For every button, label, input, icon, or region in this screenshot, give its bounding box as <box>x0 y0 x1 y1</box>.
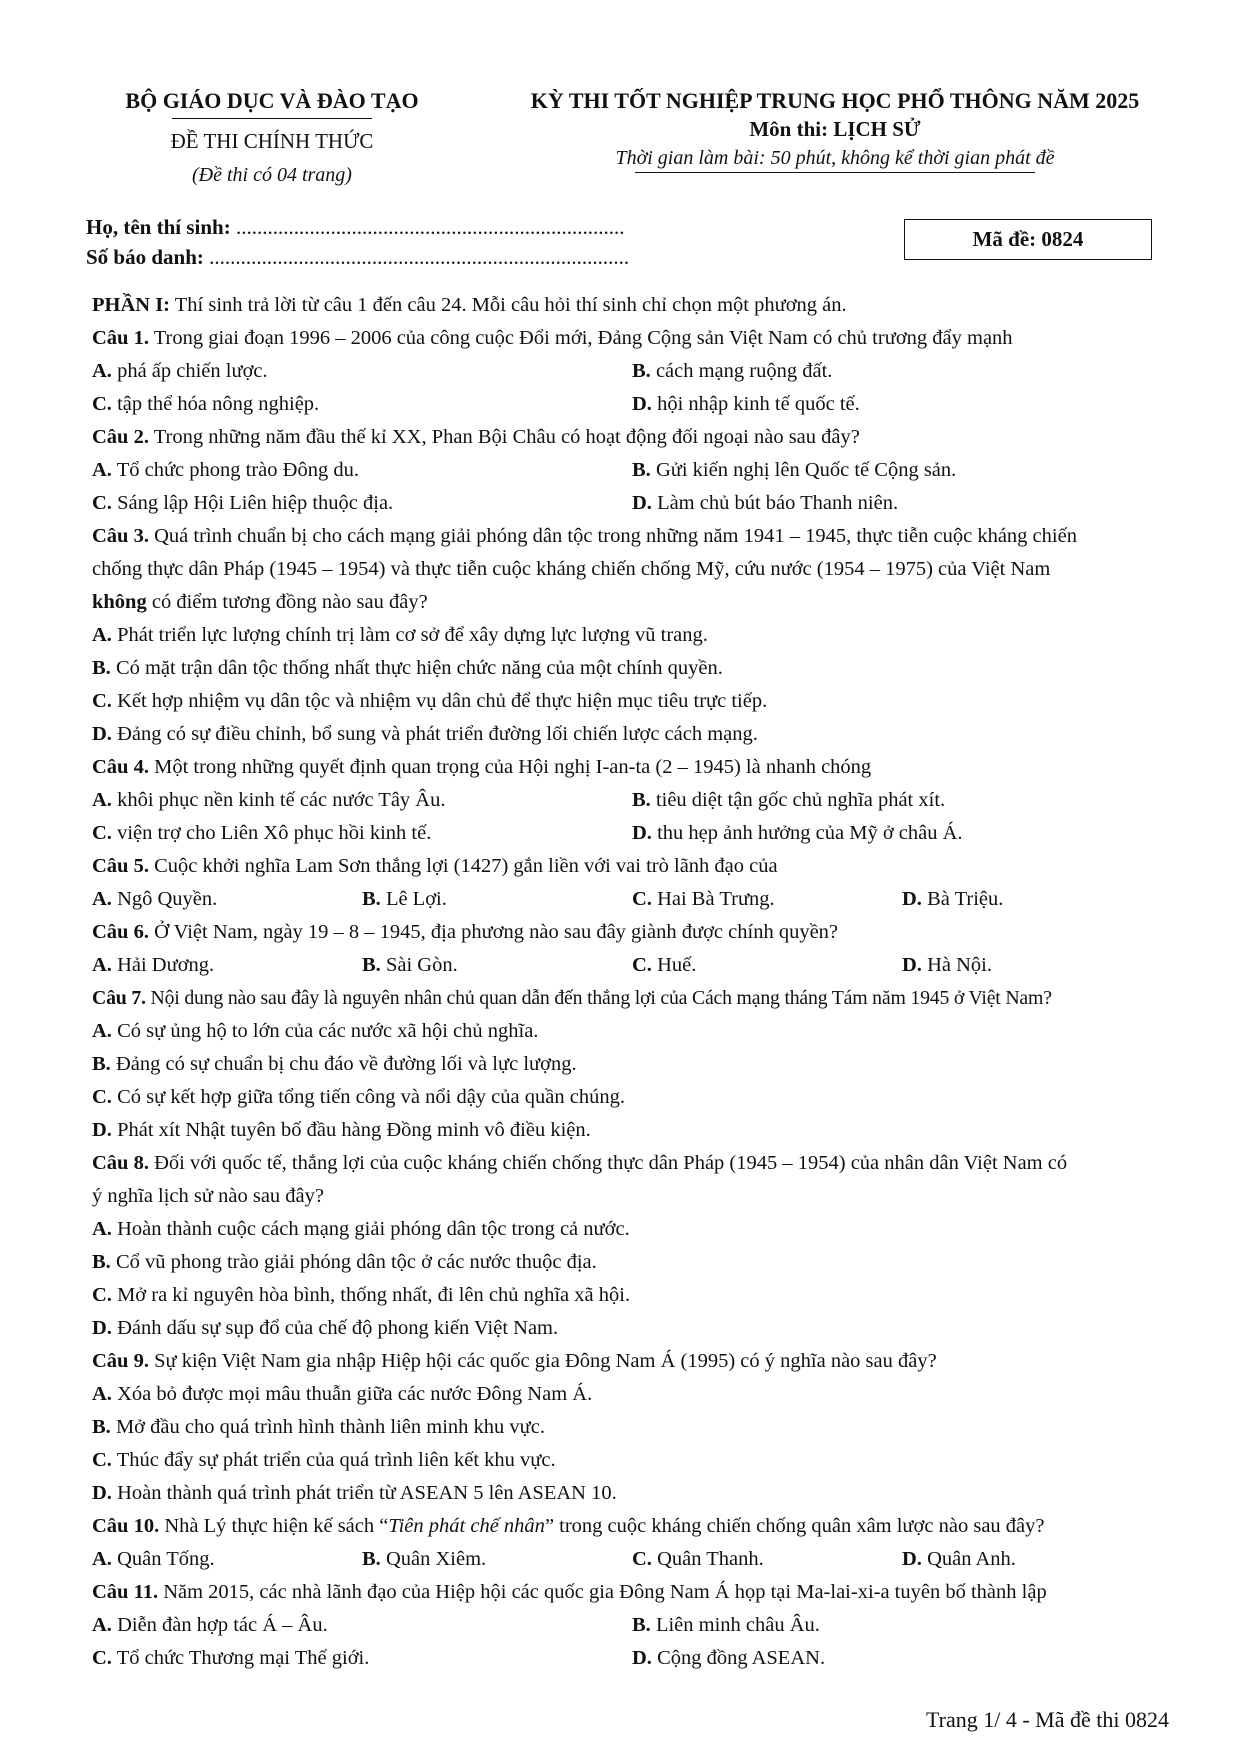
question-text: ý nghĩa lịch sử nào sau đây? <box>92 1185 324 1207</box>
option-text: Xóa bỏ được mọi mâu thuẫn giữa các nước Đông Nam Á. <box>111 1383 593 1405</box>
option-letter: A. <box>92 1218 112 1240</box>
option-text: Mở đầu cho quá trình hình thành liên minh khu vực. <box>110 1416 545 1438</box>
option-b[interactable] <box>362 883 632 916</box>
option-text: Làm chủ bút báo Thanh niên. <box>651 492 899 514</box>
option-text: Có sự kết hợp giữa tổng tiến công và nổi dậy của quần chúng. <box>111 1086 625 1108</box>
option-text: Hoàn thành quá trình phát triển từ ASEAN 5 lên ASEAN 10. <box>111 1482 617 1504</box>
option-c[interactable] <box>92 1642 632 1675</box>
option-text: Thúc đẩy sự phát triển của quá trình liên kết khu vực. <box>111 1449 556 1471</box>
options-row <box>92 487 1172 520</box>
option-c[interactable] <box>92 388 632 421</box>
option-d[interactable] <box>902 1543 1172 1576</box>
question-8 <box>92 1147 1172 1180</box>
option-letter: C. <box>92 1647 112 1669</box>
option-text: Cổ vũ phong trào giải phóng dân tộc ở các nước thuộc địa. <box>110 1251 597 1273</box>
options-row <box>92 355 1172 388</box>
options-row <box>92 1609 1172 1642</box>
option-b[interactable] <box>632 1609 1172 1642</box>
option-c[interactable] <box>632 883 902 916</box>
option-letter: A. <box>92 1614 112 1636</box>
option-letter: B. <box>92 657 111 679</box>
option-letter: B. <box>92 1053 111 1075</box>
question-text: Nội dung nào sau đây là nguyên nhân chủ quan dẫn đến thắng lợi của Cách mạng tháng Tám năm 1945 ở Việt Nam? <box>145 987 1052 1009</box>
option-d[interactable] <box>632 817 1172 850</box>
question-text: Một trong những quyết định quan trọng của Hội nghị I-an-ta (2 – 1945) là nhanh chóng <box>148 756 872 778</box>
section-intro <box>92 289 1172 322</box>
question-text: Trong những năm đầu thế kỉ XX, Phan Bội Châu có hoạt động đối ngoại nào sau đây? <box>148 426 860 448</box>
option-c[interactable] <box>92 1081 1172 1114</box>
question-number: Câu 7. <box>92 987 146 1009</box>
option-letter: B. <box>92 1251 111 1273</box>
option-letter: D. <box>902 888 922 910</box>
question-text: Ở Việt Nam, ngày 19 – 8 – 1945, địa phương nào sau đây giành được chính quyền? <box>148 921 839 943</box>
option-b[interactable] <box>632 454 1172 487</box>
option-letter: D. <box>902 954 922 976</box>
candidate-name-field[interactable]: .......................................................................... <box>235 215 625 239</box>
option-text: Đảng có sự điều chỉnh, bổ sung và phát triển đường lối chiến lược cách mạng. <box>111 723 758 745</box>
option-b[interactable] <box>632 355 1172 388</box>
option-a[interactable] <box>92 355 632 388</box>
option-a[interactable] <box>92 1543 362 1576</box>
exam-type: ĐỀ THI CHÍNH THỨC <box>170 129 374 153</box>
emphasis-word: không <box>92 591 147 613</box>
exam-title: KỲ THI TỐT NGHIỆP TRUNG HỌC PHỔ THÔNG NĂM 2025 <box>530 88 1140 113</box>
option-a[interactable] <box>92 454 632 487</box>
option-c[interactable] <box>92 685 1172 718</box>
option-text: viện trợ cho Liên Xô phục hồi kinh tế. <box>111 822 432 844</box>
question-10 <box>92 1510 1172 1543</box>
option-text: Quân Thanh. <box>651 1548 764 1570</box>
option-c[interactable] <box>92 1444 1172 1477</box>
exam-subject: Môn thi: LỊCH SỬ <box>749 117 921 141</box>
option-text: Phát xít Nhật tuyên bố đầu hàng Đồng minh vô điều kiện. <box>111 1119 591 1141</box>
option-letter: D. <box>902 1548 922 1570</box>
option-text: tập thể hóa nông nghiệp. <box>111 393 320 415</box>
option-text: tiêu diệt tận gốc chủ nghĩa phát xít. <box>650 789 946 811</box>
question-8-cont <box>92 1180 1172 1213</box>
question-number: Câu 3. <box>92 525 149 547</box>
option-letter: D. <box>632 393 652 415</box>
question-7 <box>92 982 1172 1015</box>
option-text: Bà Triệu. <box>921 888 1004 910</box>
option-text: Sáng lập Hội Liên hiệp thuộc địa. <box>111 492 394 514</box>
option-text: khôi phục nền kinh tế các nước Tây Âu. <box>111 789 446 811</box>
option-b[interactable] <box>92 1411 1172 1444</box>
option-letter: A. <box>92 1548 112 1570</box>
candidate-name-label: Họ, tên thí sinh: <box>86 215 231 239</box>
question-number: Câu 10. <box>92 1515 160 1537</box>
duration-underline <box>635 172 1035 173</box>
option-letter: B. <box>362 888 381 910</box>
question-number: Câu 4. <box>92 756 149 778</box>
exam-code-box: Mã đề: 0824 <box>904 219 1152 260</box>
option-d[interactable] <box>902 883 1172 916</box>
option-a[interactable] <box>92 1378 1172 1411</box>
candidate-name-row <box>86 212 629 242</box>
option-d[interactable] <box>902 949 1172 982</box>
option-text: cách mạng ruộng đất. <box>650 360 833 382</box>
section-label: PHẦN I: <box>92 294 171 316</box>
option-d[interactable] <box>632 487 1172 520</box>
options-row <box>92 454 1172 487</box>
options-row <box>92 388 1172 421</box>
option-letter: D. <box>632 492 652 514</box>
question-5 <box>92 850 1172 883</box>
option-letter: A. <box>92 1383 112 1405</box>
option-text: Lê Lợi. <box>380 888 447 910</box>
options-row <box>92 1543 1172 1576</box>
option-text: Sài Gòn. <box>380 954 458 976</box>
option-a[interactable] <box>92 784 632 817</box>
question-text: Sự kiện Việt Nam gia nhập Hiệp hội các quốc gia Đông Nam Á (1995) có ý nghĩa nào sau đây? <box>148 1350 937 1372</box>
option-d[interactable] <box>92 718 1172 751</box>
option-c[interactable] <box>632 949 902 982</box>
option-letter: D. <box>92 1317 112 1339</box>
section-text: Thí sinh trả lời từ câu 1 đến câu 24. Mỗi câu hỏi thí sinh chỉ chọn một phương án. <box>170 294 847 316</box>
question-6 <box>92 916 1172 949</box>
option-text: Đảng có sự chuẩn bị chu đáo về đường lối và lực lượng. <box>110 1053 577 1075</box>
option-letter: D. <box>92 1482 112 1504</box>
question-text: Trong giai đoạn 1996 – 2006 của công cuộc Đổi mới, Đảng Cộng sản Việt Nam có chủ trương đẩy mạnh <box>148 327 1013 349</box>
option-c[interactable] <box>632 1543 902 1576</box>
option-text: Quân Anh. <box>921 1548 1016 1570</box>
candidate-info <box>86 212 629 272</box>
question-number: Câu 6. <box>92 921 149 943</box>
question-text: Nhà Lý thực hiện kế sách “ <box>159 1515 389 1537</box>
option-letter: D. <box>92 1119 112 1141</box>
header-right <box>505 86 1165 173</box>
option-text: Kết hợp nhiệm vụ dân tộc và nhiệm vụ dân chủ để thực hiện mục tiêu trực tiếp. <box>111 690 768 712</box>
question-text: chống thực dân Pháp (1945 – 1954) và thực tiễn cuộc kháng chiến chống Mỹ, cứu nước (1954 – 1975) của Việt Nam <box>92 558 1051 580</box>
option-text: Hải Dương. <box>111 954 215 976</box>
question-number: Câu 2. <box>92 426 149 448</box>
option-letter: C. <box>632 1548 652 1570</box>
option-letter: A. <box>92 954 112 976</box>
option-d[interactable] <box>632 388 1172 421</box>
options-row <box>92 784 1172 817</box>
question-number: Câu 9. <box>92 1350 149 1372</box>
option-letter: B. <box>632 459 651 481</box>
option-text: Tổ chức phong trào Đông du. <box>111 459 359 481</box>
question-number: Câu 5. <box>92 855 149 877</box>
option-c[interactable] <box>92 1279 1172 1312</box>
option-text: Liên minh châu Âu. <box>650 1614 820 1636</box>
option-letter: A. <box>92 624 112 646</box>
ministry-name: BỘ GIÁO DỤC VÀ ĐÀO TẠO <box>125 88 419 113</box>
option-letter: A. <box>92 1020 112 1042</box>
option-text: Có mặt trận dân tộc thống nhất thực hiện chức năng của một chính quyền. <box>110 657 723 679</box>
option-letter: C. <box>92 393 112 415</box>
option-a[interactable] <box>92 619 1172 652</box>
option-b[interactable] <box>632 784 1172 817</box>
option-text: Có sự ủng hộ to lớn của các nước xã hội chủ nghĩa. <box>111 1020 539 1042</box>
option-letter: C. <box>92 1449 112 1471</box>
option-letter: D. <box>632 1647 652 1669</box>
option-letter: B. <box>92 1416 111 1438</box>
option-letter: C. <box>92 690 112 712</box>
question-text: có điểm tương đồng nào sau đây? <box>146 591 428 613</box>
option-letter: B. <box>632 1614 651 1636</box>
question-3-cont <box>92 586 1172 619</box>
question-2 <box>92 421 1172 454</box>
option-text: Mở ra kỉ nguyên hòa bình, thống nhất, đi lên chủ nghĩa xã hội. <box>111 1284 631 1306</box>
strategy-name: Tiên phát chế nhân <box>388 1515 545 1537</box>
option-text: Quân Xiêm. <box>380 1548 487 1570</box>
header-left <box>92 86 452 189</box>
option-b[interactable] <box>92 1246 1172 1279</box>
candidate-id-label: Số báo danh: <box>86 245 204 269</box>
option-text: Diễn đàn hợp tác Á – Âu. <box>111 1614 328 1636</box>
question-9 <box>92 1345 1172 1378</box>
option-text: hội nhập kinh tế quốc tế. <box>651 393 860 415</box>
option-letter: C. <box>632 888 652 910</box>
option-text: Hà Nội. <box>921 954 992 976</box>
option-b[interactable] <box>362 1543 632 1576</box>
option-letter: C. <box>92 1086 112 1108</box>
option-letter: C. <box>92 492 112 514</box>
option-a[interactable] <box>92 1015 1172 1048</box>
option-d[interactable] <box>92 1477 1172 1510</box>
candidate-id-row <box>86 242 629 272</box>
option-text: Huế. <box>651 954 697 976</box>
option-a[interactable] <box>92 883 362 916</box>
question-number: Câu 8. <box>92 1152 149 1174</box>
questions-area <box>92 289 1172 1675</box>
option-letter: A. <box>92 360 112 382</box>
option-letter: C. <box>92 822 112 844</box>
ministry-underline <box>172 118 372 119</box>
question-text: Quá trình chuẩn bị cho cách mạng giải phóng dân tộc trong những năm 1941 – 1945, thực tiễn cuộc kháng chiến <box>148 525 1077 547</box>
options-row <box>92 817 1172 850</box>
question-4 <box>92 751 1172 784</box>
exam-duration: Thời gian làm bài: 50 phút, không kể thời gian phát đề <box>615 147 1055 169</box>
option-c[interactable] <box>92 487 632 520</box>
option-letter: B. <box>632 360 651 382</box>
option-b[interactable] <box>92 1048 1172 1081</box>
option-d[interactable] <box>92 1312 1172 1345</box>
question-text: ” trong cuộc kháng chiến chống quân xâm lược nào sau đây? <box>544 1515 1045 1537</box>
option-a[interactable] <box>92 949 362 982</box>
option-text: Phát triển lực lượng chính trị làm cơ sở để xây dựng lực lượng vũ trang. <box>111 624 708 646</box>
option-b[interactable] <box>92 652 1172 685</box>
option-text: Cộng đồng ASEAN. <box>651 1647 826 1669</box>
option-letter: D. <box>632 822 652 844</box>
option-text: Hai Bà Trưng. <box>651 888 775 910</box>
option-letter: A. <box>92 888 112 910</box>
options-row <box>92 883 1172 916</box>
option-letter: B. <box>362 954 381 976</box>
question-number: Câu 11. <box>92 1581 159 1603</box>
options-row <box>92 949 1172 982</box>
option-text: phá ấp chiến lược. <box>111 360 268 382</box>
option-c[interactable] <box>92 817 632 850</box>
option-text: Đánh dấu sự sụp đổ của chế độ phong kiến Việt Nam. <box>111 1317 559 1339</box>
question-1 <box>92 322 1172 355</box>
option-letter: A. <box>92 789 112 811</box>
option-d[interactable] <box>632 1642 1172 1675</box>
option-letter: C. <box>92 1284 112 1306</box>
pages-note: (Đề thi có 04 trang) <box>192 164 352 186</box>
candidate-id-field[interactable]: ................................................................................ <box>209 245 630 269</box>
options-row <box>92 1642 1172 1675</box>
option-letter: B. <box>632 789 651 811</box>
question-number: Câu 1. <box>92 327 149 349</box>
option-a[interactable] <box>92 1609 632 1642</box>
option-letter: A. <box>92 459 112 481</box>
question-text: Cuộc khởi nghĩa Lam Sơn thắng lợi (1427) gắn liền với vai trò lãnh đạo của <box>148 855 778 877</box>
page-footer: Trang 1/ 4 - Mã đề thi 0824 <box>925 1707 1169 1732</box>
question-text: Đối với quốc tế, thắng lợi của cuộc kháng chiến chống thực dân Pháp (1945 – 1954) của nhân dân Việt Nam có <box>148 1152 1068 1174</box>
option-letter: C. <box>632 954 652 976</box>
option-text: Quân Tống. <box>111 1548 215 1570</box>
option-text: Gửi kiến nghị lên Quốc tế Cộng sản. <box>650 459 957 481</box>
option-text: thu hẹp ảnh hưởng của Mỹ ở châu Á. <box>651 822 963 844</box>
option-d[interactable] <box>92 1114 1172 1147</box>
option-letter: B. <box>362 1548 381 1570</box>
option-letter: D. <box>92 723 112 745</box>
option-a[interactable] <box>92 1213 1172 1246</box>
question-3 <box>92 520 1172 553</box>
option-text: Hoàn thành cuộc cách mạng giải phóng dân tộc trong cả nước. <box>111 1218 630 1240</box>
question-text: Năm 2015, các nhà lãnh đạo của Hiệp hội các quốc gia Đông Nam Á họp tại Ma-lai-xi-a tuyên bố thành lập <box>158 1581 1047 1603</box>
option-b[interactable] <box>362 949 632 982</box>
question-11 <box>92 1576 1172 1609</box>
option-text: Tổ chức Thương mại Thế giới. <box>111 1647 370 1669</box>
question-3-cont <box>92 553 1172 586</box>
option-text: Ngô Quyền. <box>111 888 218 910</box>
